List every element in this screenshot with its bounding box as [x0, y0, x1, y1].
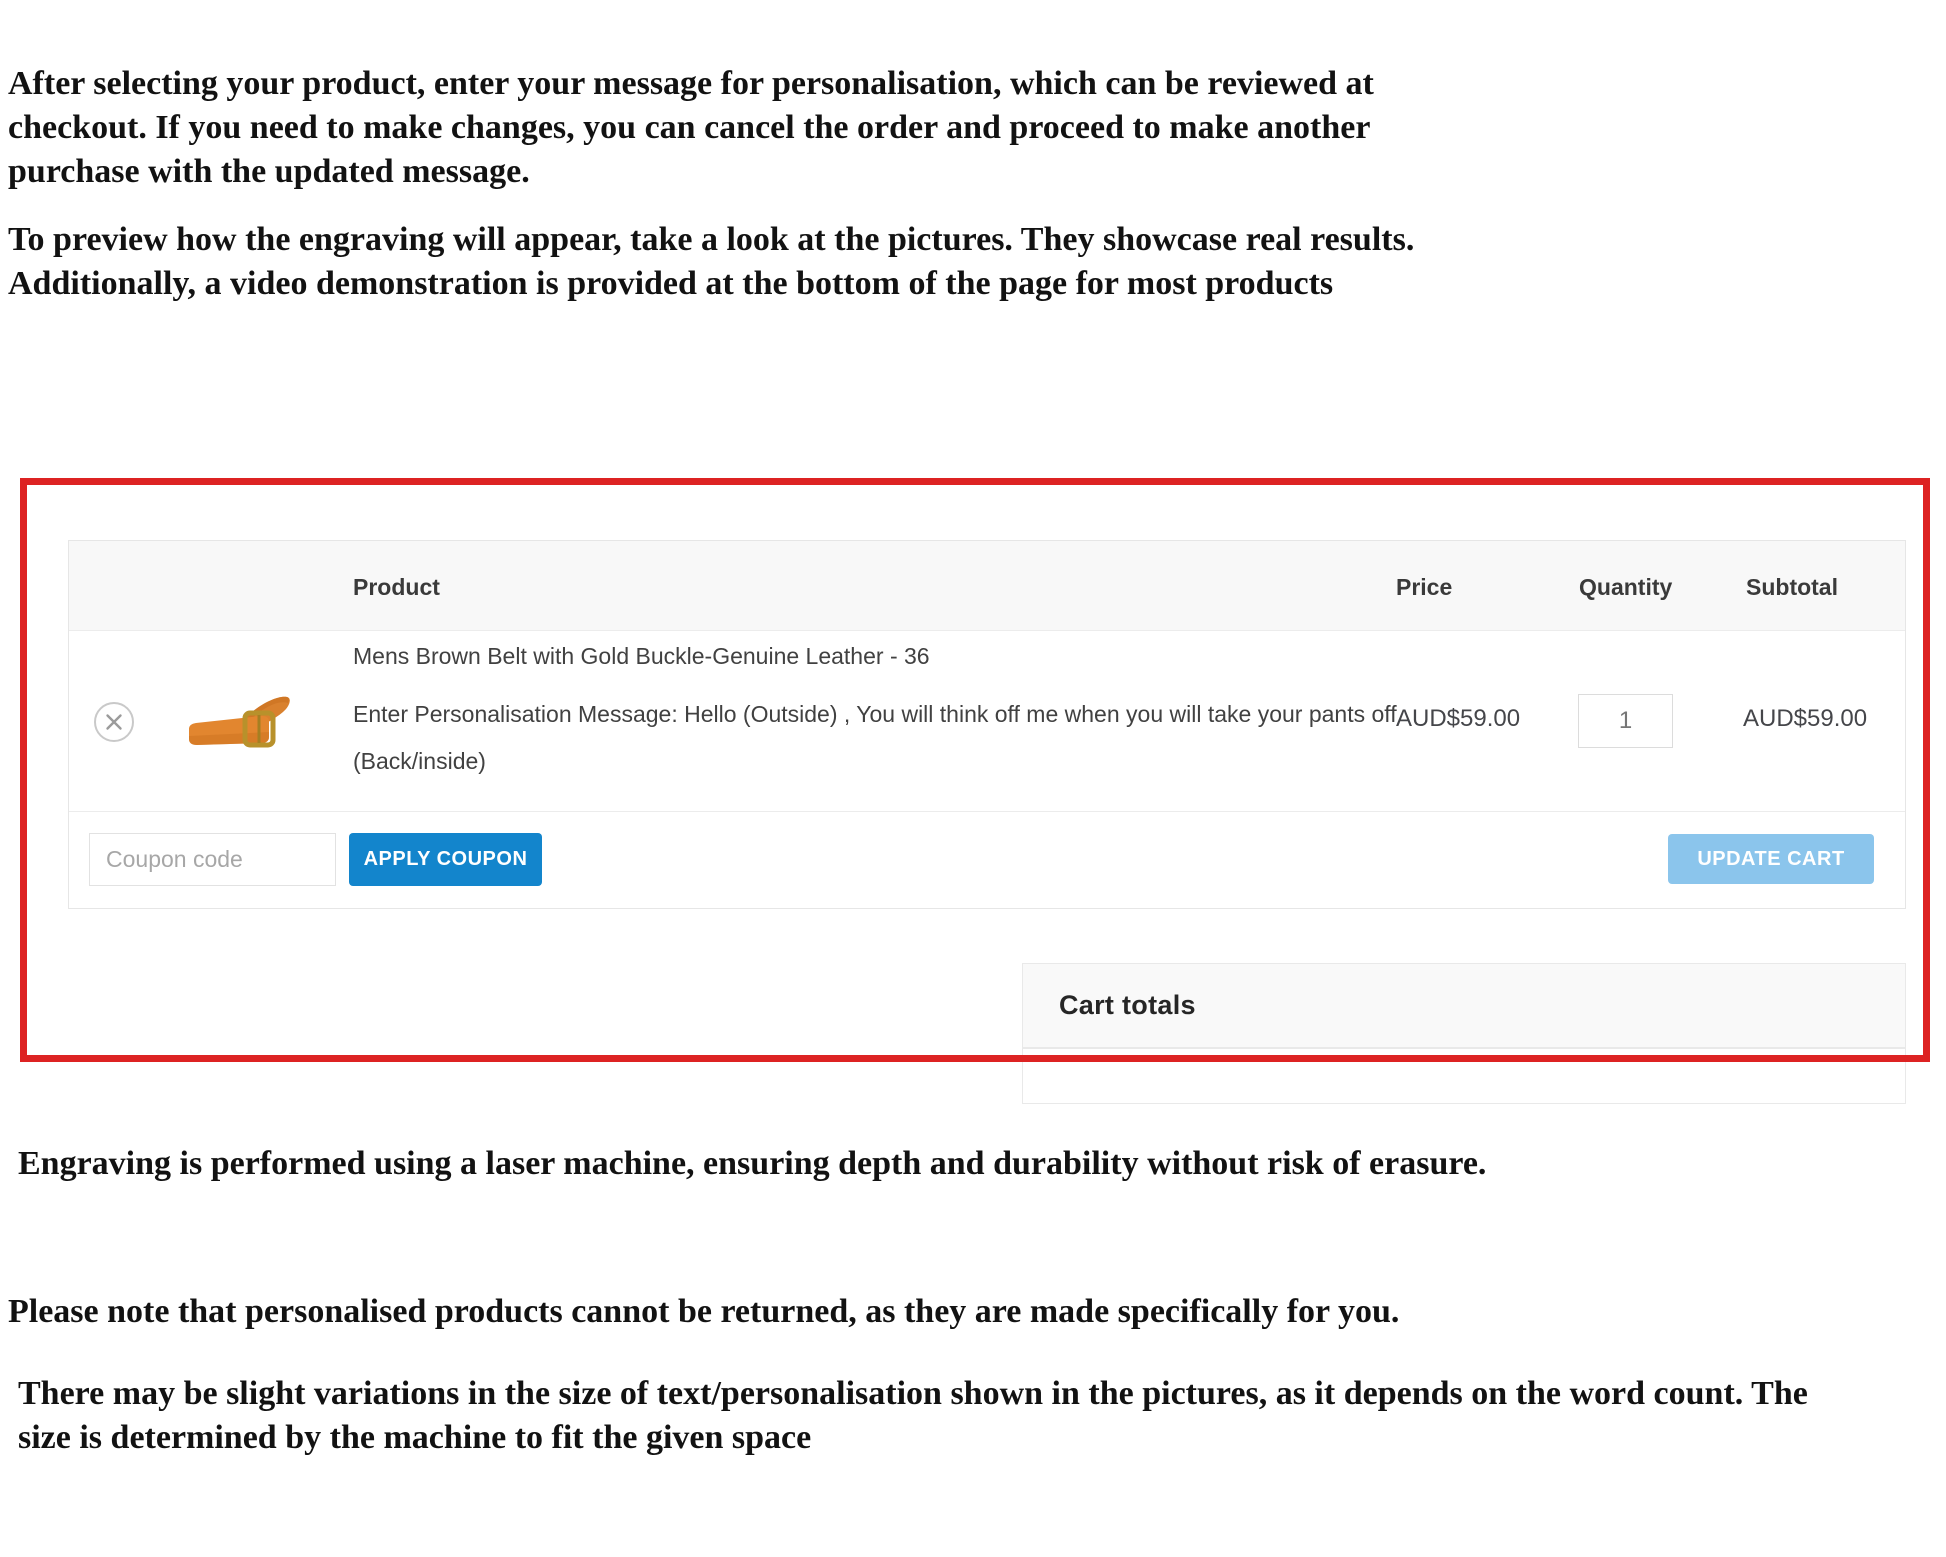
remove-item-icon[interactable]: [93, 701, 135, 743]
column-header-quantity: Quantity: [1579, 574, 1673, 600]
cart-totals-panel-body: [1022, 1048, 1906, 1104]
product-thumbnail[interactable]: [181, 687, 305, 759]
footer-paragraph-returns: Please note that personalised products cannot be returned, as they are made specifically for you.: [8, 1293, 1400, 1330]
column-header-subtotal: Subtotal: [1746, 574, 1838, 600]
belt-image-icon: [181, 687, 305, 759]
cart-totals-title: Cart totals: [1059, 990, 1196, 1020]
cart-totals-panel: [1022, 963, 1906, 1048]
coupon-code-input[interactable]: [89, 833, 336, 886]
product-personalisation-message: Enter Personalisation Message: Hello (Outside) , You will think off me when you will take your pants off (Back/inside): [353, 701, 1397, 774]
update-cart-button[interactable]: UPDATE CART: [1668, 834, 1874, 884]
item-subtotal: AUD$59.00: [1743, 705, 1868, 732]
intro-paragraph-2: To preview how the engraving will appear, take a look at the pictures. They showcase real results. Additionally, a video demonstration is provided at the bottom of the page for most products: [8, 221, 1415, 302]
product-name: Mens Brown Belt with Gold Buckle-Genuine Leather - 36: [353, 643, 930, 669]
footer-paragraph-variations: There may be slight variations in the size of text/personalisation shown in the pictures, as it depends on the word count. The size is determined by the machine to fit the given space: [18, 1375, 1808, 1456]
footer-paragraph-engraving: Engraving is performed using a laser machine, ensuring depth and durability without risk of erasure.: [18, 1145, 1487, 1182]
column-header-price: Price: [1396, 574, 1453, 600]
column-header-product: Product: [353, 574, 440, 600]
apply-coupon-button[interactable]: APPLY COUPON: [349, 833, 542, 886]
cart-table-header: [69, 541, 1905, 631]
intro-paragraph-1: After selecting your product, enter your message for personalisation, which can be reviewed at checkout. If you need to make changes, you can cancel the order and proceed to make another purchase with the updated message.: [8, 65, 1374, 190]
quantity-input[interactable]: [1578, 694, 1673, 748]
product-cell: [353, 641, 1438, 785]
circle-x-icon: [93, 701, 135, 743]
row-divider: [69, 811, 1905, 812]
cart-table: [68, 540, 1906, 909]
item-price: AUD$59.00: [1396, 705, 1521, 732]
